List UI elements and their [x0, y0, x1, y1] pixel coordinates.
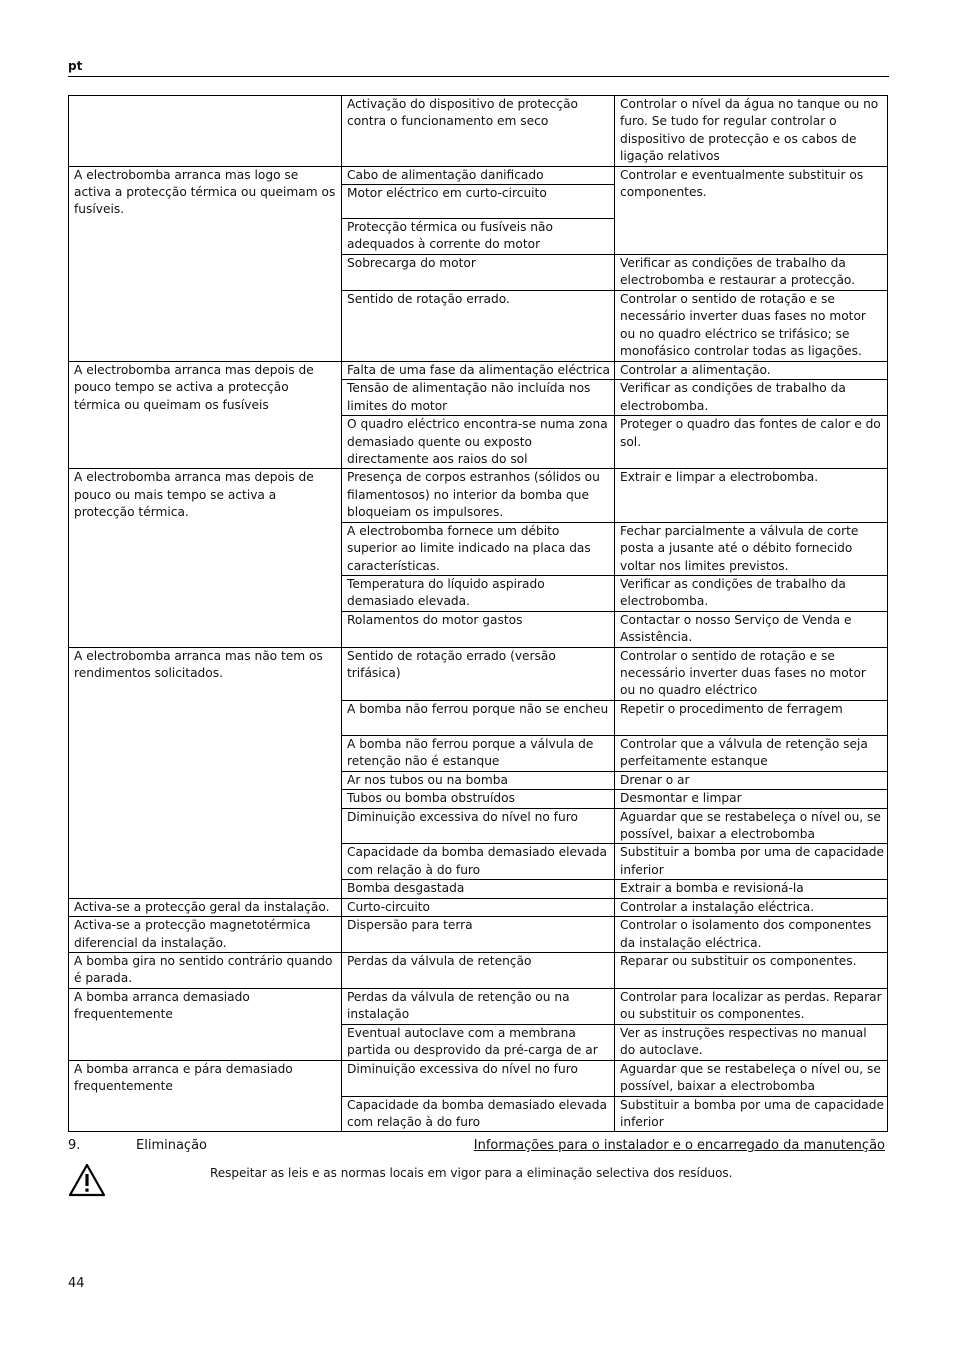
table-cell: Falta de uma fase da alimentação eléctrica [342, 361, 615, 379]
table-cell: A electrobomba fornece um débito superior ao limite indicado na placa das características. [342, 522, 615, 575]
table-row [69, 989, 888, 1025]
disposal-note: Respeitar as leis e as normas locais em vigor para a eliminação selectiva dos resíduos. [210, 1166, 733, 1180]
table-cell: Fechar parcialmente a válvula de corte posta a jusante até o débito fornecido voltar nos limites previstos. [615, 522, 888, 575]
table-cell: A electrobomba arranca mas logo se activa a protecção térmica ou queimam os fusíveis. [69, 166, 342, 361]
table-cell: A bomba arranca e pára demasiado frequentemente [69, 1060, 342, 1132]
table-cell: A bomba arranca demasiado frequentemente [69, 989, 342, 1061]
table-row [69, 469, 888, 522]
warning-triangle-icon [68, 1163, 106, 1197]
table-cell: Presença de corpos estranhos (sólidos ou filamentosos) no interior da bomba que bloqueiam os impulsores. [342, 469, 615, 522]
language-code: pt [68, 59, 83, 73]
table-cell: Activa-se a protecção geral da instalação. [69, 898, 342, 916]
table-cell: Aguardar que se restabeleça o nível ou, se possível, baixar a electrobomba [615, 808, 888, 844]
table-cell: Desmontar e limpar [615, 790, 888, 808]
section-heading [68, 1138, 889, 1158]
table-cell: Substituir a bomba por uma de capacidade inferior [615, 844, 888, 880]
table-cell: Contactar o nosso Serviço de Venda e Assistência. [615, 611, 888, 647]
table-cell: A bomba não ferrou porque a válvula de retenção não é estanque [342, 735, 615, 771]
table-cell: Tubos ou bomba obstruídos [342, 790, 615, 808]
table-cell: Capacidade da bomba demasiado elevada com relação à do furo [342, 844, 615, 880]
table-cell: Drenar o ar [615, 771, 888, 789]
table-cell: Proteger o quadro das fontes de calor e do sol. [615, 416, 888, 469]
section-title: Eliminação [136, 1138, 207, 1153]
table-cell: Sentido de rotação errado (versão trifásica) [342, 647, 615, 700]
table-cell: Verificar as condições de trabalho da electrobomba e restaurar a protecção. [615, 255, 888, 291]
table-row [69, 917, 888, 953]
table-cell: Diminuição excessiva do nível no furo [342, 1060, 615, 1096]
table-cell: Verificar as condições de trabalho da electrobomba. [615, 380, 888, 416]
table-row [69, 647, 888, 700]
page-number: 44 [68, 1276, 85, 1291]
table-cell: Activação do dispositivo de protecção contra o funcionamento em seco [342, 96, 615, 167]
table-cell: Eventual autoclave com a membrana partida ou desprovido da pré-carga de ar [342, 1024, 615, 1060]
table-cell: Controlar o isolamento dos componentes da instalação eléctrica. [615, 917, 888, 953]
table-cell: Verificar as condições de trabalho da electrobomba. [615, 575, 888, 611]
table-cell: Sentido de rotação errado. [342, 290, 615, 361]
table-cell: Substituir a bomba por uma de capacidade inferior [615, 1096, 888, 1132]
table-row [69, 361, 888, 379]
table-cell: Controlar a alimentação. [615, 361, 888, 379]
table-cell: Aguardar que se restabeleça o nível ou, se possível, baixar a electrobomba [615, 1060, 888, 1096]
table-cell: Perdas da válvula de retenção ou na instalação [342, 989, 615, 1025]
table-cell: A electrobomba arranca mas depois de pouco ou mais tempo se activa a protecção térmica. [69, 469, 342, 647]
table-cell: Ar nos tubos ou na bomba [342, 771, 615, 789]
table-cell: Controlar para localizar as perdas. Reparar ou substituir os componentes. [615, 989, 888, 1025]
table-row [69, 1060, 888, 1096]
section-number: 9. [68, 1138, 81, 1153]
table-cell: Controlar o sentido de rotação e se necessário inverter duas fases no motor ou no quadro eléctrico se trifásico; se monofásico controlar todas as ligações. [615, 290, 888, 361]
table-cell: Controlar e eventualmente substituir os componentes. [615, 166, 888, 254]
table-row [69, 96, 888, 167]
table-cell: A bomba gira no sentido contrário quando é parada. [69, 953, 342, 989]
table-cell: Extrair a bomba e revisioná-la [615, 880, 888, 898]
table-cell: Sobrecarga do motor [342, 255, 615, 291]
table-cell: Protecção térmica ou fusíveis não adequados à corrente do motor [342, 219, 615, 255]
table-cell: A bomba não ferrou porque não se encheu [342, 700, 615, 735]
troubleshooting-table [68, 95, 888, 1132]
table-cell: Cabo de alimentação danificado [342, 166, 615, 184]
table-cell: A electrobomba arranca mas depois de pouco tempo se activa a protecção térmica ou queimam os fusíveis [69, 361, 342, 469]
table-cell: Controlar a instalação eléctrica. [615, 898, 888, 916]
header-rule [68, 76, 889, 77]
table-cell: Controlar que a válvula de retenção seja perfeitamente estanque [615, 735, 888, 771]
table-cell: Perdas da válvula de retenção [342, 953, 615, 989]
table-cell: Controlar o sentido de rotação e se necessário inverter duas fases no motor ou no quadro eléctrico [615, 647, 888, 700]
table-cell: Tensão de alimentação não incluída nos limites do motor [342, 380, 615, 416]
table-cell: Capacidade da bomba demasiado elevada com relação à do furo [342, 1096, 615, 1132]
table-cell: Rolamentos do motor gastos [342, 611, 615, 647]
table-cell: Temperatura do líquido aspirado demasiado elevada. [342, 575, 615, 611]
table-cell: Bomba desgastada [342, 880, 615, 898]
table-cell: Extrair e limpar a electrobomba. [615, 469, 888, 522]
table-row [69, 953, 888, 989]
table-row [69, 898, 888, 916]
table-cell: Controlar o nível da água no tanque ou no furo. Se tudo for regular controlar o dispositivo de protecção e os cabos de ligação relativos [615, 96, 888, 167]
table-cell [69, 96, 342, 167]
table-cell: Activa-se a protecção magnetotérmica diferencial da instalação. [69, 917, 342, 953]
table-cell: Dispersão para terra [342, 917, 615, 953]
table-cell: Curto-circuito [342, 898, 615, 916]
table-cell: O quadro eléctrico encontra-se numa zona demasiado quente ou exposto directamente aos raios do sol [342, 416, 615, 469]
table-cell: Diminuição excessiva do nível no furo [342, 808, 615, 844]
table-cell: A electrobomba arranca mas não tem os rendimentos solicitados. [69, 647, 342, 898]
table-cell: Ver as instruções respectivas no manual do autoclave. [615, 1024, 888, 1060]
section-audience: Informações para o instalador e o encarregado da manutenção [473, 1138, 885, 1153]
table-cell: Reparar ou substituir os componentes. [615, 953, 888, 989]
table-row [69, 166, 888, 184]
table-cell: Motor eléctrico em curto-circuito [342, 185, 615, 219]
table-cell: Repetir o procedimento de ferragem [615, 700, 888, 735]
